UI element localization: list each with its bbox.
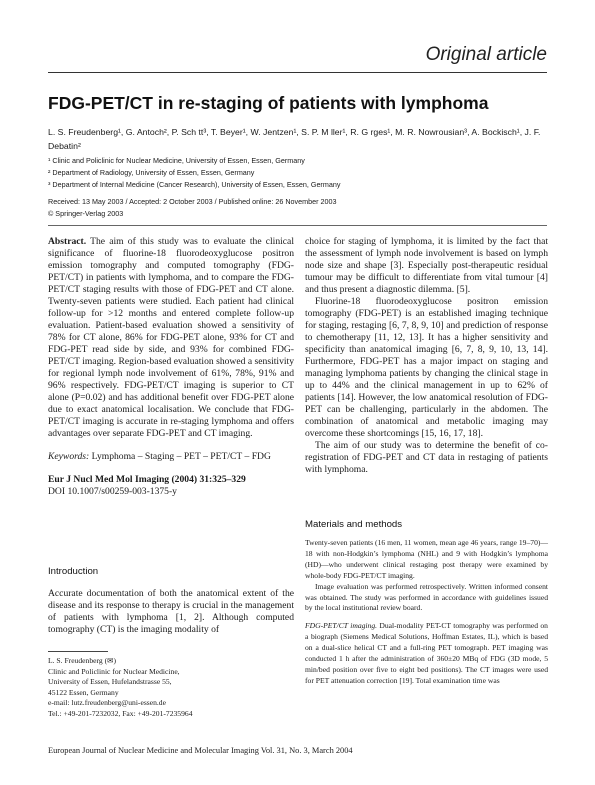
corresp-address: University of Essen, Hufelandstrasse 55, <box>48 677 172 687</box>
right-column-top <box>305 236 548 476</box>
article-type-label: Original article <box>425 44 547 65</box>
consent-paragraph: Image evaluation was performed retrospectively. Written informed consent was obtained. The study was performed in accordance with guidelines issued by the local institutional review board. <box>305 581 548 613</box>
journal-reference <box>48 474 294 498</box>
journal-citation: Eur J Nucl Med Mol Imaging (2004) 31:325–329 <box>48 474 246 485</box>
header-rule <box>48 72 547 73</box>
paper-title: FDG-PET/CT in re-staging of patients with lymphoma <box>48 93 489 113</box>
affiliation-3: ³ Department of Internal Medicine (Cancer Research), University of Essen, Essen, Germany <box>48 179 341 189</box>
publication-dates <box>48 196 548 219</box>
abstract-label: Abstract. <box>48 236 87 247</box>
author-list: L. S. Freudenberg¹, G. Antoch², P. Sch tt³, T. Beyer¹, W. Jentzen¹, S. P. M ller¹, R. G rges¹, M. R. Nowrousian³, A. Bockisch¹, J. F. Debatin² <box>48 127 541 151</box>
abstract <box>48 236 294 440</box>
front-matter-rule <box>48 225 547 226</box>
intro-paragraph-aim: The aim of our study was to determine the benefit of co-registration of FDG-PET and CT data in restaging of patients with lymphoma. <box>305 440 548 475</box>
doi: DOI 10.1007/s00259-003-1375-y <box>48 486 177 497</box>
introduction-paragraph: Accurate documentation of both the anatomical extent of the disease and its response to therapy is crucial in the management of patients with lymphoma [1, 2]. Although computed tomography (CT) is the imaging modality of <box>48 588 294 635</box>
left-column-top <box>48 236 294 498</box>
keywords-label: Keywords: <box>48 451 90 462</box>
intro-paragraph-continued: choice for staging of lymphoma, it is limited by the fact that the assessment of lymph node involvement is based on lymph node size and shape [3]. Especially post-therapeutic residual tumour may be difficult to differentiate from vital tumour [4] and thus present a diagnostic dilemma. [5]. <box>305 236 548 295</box>
imaging-subheading: FDG-PET/CT imaging. <box>305 621 378 631</box>
materials-methods-heading: Materials and methods <box>305 519 403 530</box>
imaging-text: Dual-modality PET-CT tomography was performed on a biograph (Siemens Medical Solutions, Hoffman Estates, IL), which is based on a dual-slice helical CT and a full-ring PET tomograph. PET imaging was conducted 1 h after the administration of 360±20 MBq of FDG (3D mode, 5 min/bed position over five to eight bed positions). The CT images were used for PET attenuation correction [19]. Total examination time was <box>305 621 548 685</box>
affiliation-1: ¹ Clinic and Policlinic for Nuclear Medicine, University of Essen, Essen, Germany <box>48 156 305 165</box>
corresp-institution: Clinic and Policlinic for Nuclear Medicine, <box>48 666 180 676</box>
abstract-text: The aim of this study was to evaluate the clinical significance of fluorine-18 fluorodeoxyglucose positron emission tomography and computed tomography (FDG-PET/CT) in patients with lymphoma, and to compare the FDG-PET/CT staging results with those of FDG-PET and CT alone. Twenty-seven patients were studied. Each patient had clinical follow-up for >12 months and entered complete follow-up evaluation. Patient-based evaluation showed a sensitivity of 78% for CT alone, 86% for FDG-PET alone, 93% for CT and FDG-PET read side by side, and 93% for combined FDG-PET/CT imaging. Region-based evaluation showed a sensitivity for regional lymph node involvement of 61%, 78%, 91% and 96% respectively. FDG-PET/CT imaging is superior to CT alone (P=0.02) and has additional benefit over FDG-PET alone due to exact anatomical localisation. We conclude that FDG-PET/CT imaging is accurate in re-staging lymphoma and offers advantages over separate FDG-PET and CT imaging. <box>48 236 294 439</box>
received-dates: Received: 13 May 2003 / Accepted: 2 October 2003 / Published online: 26 November 2003 <box>48 197 337 206</box>
intro-paragraph-fdg-pet: Fluorine-18 fluorodeoxyglucose positron emission tomography (FDG-PET) is an established imaging technique for staging, restaging [6, 7, 8, 9, 10] and prediction of response to chemotherapy [11, 12, 13]. It has a higher sensitivity and specificity than anatomical imaging [6, 7, 8, 9, 10, 13, 14]. Furthermore, FDG-PET has a major impact on staging and managing lymphoma patients by changing the clinical stage in up to 44% and the clinical management in up to 62% of patients [14]. However, the low anatomical resolution of FDG-PET can be challenging, particularly in the abdomen. The combination of anatomical and metabolic imaging may overcome these shortcomings [15, 16, 17, 18]. <box>305 296 548 439</box>
affiliations <box>48 155 548 190</box>
materials-methods-body <box>305 538 548 687</box>
footnote-rule <box>48 651 108 652</box>
corresp-phone: Tel.: +49-201-7232032, Fax: +49-201-7235964 <box>48 708 193 718</box>
patients-paragraph: Twenty-seven patients (16 men, 11 women, mean age 46 years, range 19–70)—18 with non-Hodgkin’s lymphoma (NHL) and 9 with Hodgkin’s lymphoma (HD)—who underwent clinical restaging post therapy were examined by whole-body FDG-PET/CT imaging. <box>305 538 548 580</box>
introduction-heading: Introduction <box>48 566 99 577</box>
correspondence-block <box>48 656 294 720</box>
journal-footer: European Journal of Nuclear Medicine and Molecular Imaging Vol. 31, No. 3, March 2004 <box>48 746 353 755</box>
keywords <box>48 451 294 463</box>
affiliation-2: ² Department of Radiology, University of Essen, Essen, Germany <box>48 167 255 177</box>
copyright-line: © Springer-Verlag 2003 <box>48 208 124 218</box>
corresp-email: e-mail: lutz.freudenberg@uni-essen.de <box>48 698 166 708</box>
introduction-body <box>48 588 294 636</box>
imaging-paragraph <box>305 621 548 686</box>
corresponding-author: L. S. Freudenberg (✉) <box>48 656 117 665</box>
corresp-city: 45122 Essen, Germany <box>48 687 119 697</box>
keywords-text: Lymphoma – Staging – PET – PET/CT – FDG <box>89 451 271 462</box>
